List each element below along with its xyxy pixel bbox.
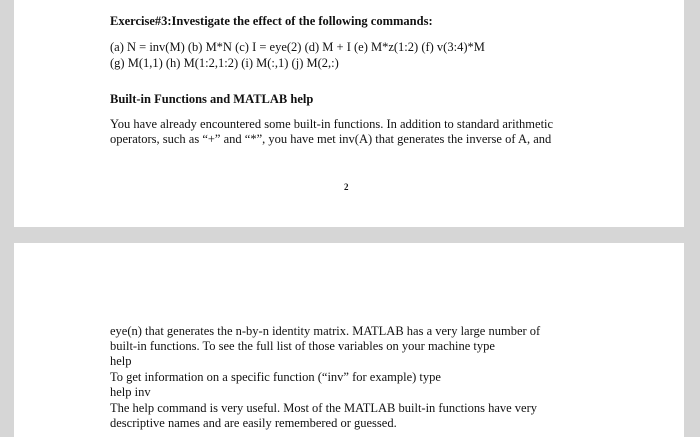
text-line: The help command is very useful. Most of the MATLAB built-in functions have very: [110, 401, 538, 415]
page-1: [14, 0, 684, 227]
text-line: To get information on a specific function (“inv” for example) type: [110, 370, 441, 384]
text-line: help inv: [110, 385, 151, 399]
paragraph-line-2: operators, such as “+” and “*”, you have met inv(A) that generates the inverse of A, and: [110, 132, 552, 146]
page-number: 2: [344, 182, 349, 192]
command-line-1: (a) N = inv(M) (b) M*N (c) I = eye(2) (d) M + I (e) M*z(1:2) (f) v(3:4)*M: [110, 40, 485, 54]
section-title: Built-in Functions and MATLAB help: [110, 92, 314, 106]
page-2: [14, 243, 684, 437]
text-line: help: [110, 354, 132, 368]
text-line: eye(n) that generates the n-by-n identity matrix. MATLAB has a very large number of: [110, 324, 541, 338]
text-line: built-in functions. To see the full list of those variables on your machine type: [110, 339, 495, 353]
command-line-2: (g) M(1,1) (h) M(1:2,1:2) (i) M(:,1) (j) M(2,:): [110, 56, 339, 70]
paragraph-line-1: You have already encountered some built-in functions. In addition to standard arithmetic: [110, 117, 554, 131]
exercise-title: Exercise#3:Investigate the effect of the following commands:: [110, 14, 433, 28]
text-line: descriptive names and are easily remembered or guessed.: [110, 416, 397, 430]
